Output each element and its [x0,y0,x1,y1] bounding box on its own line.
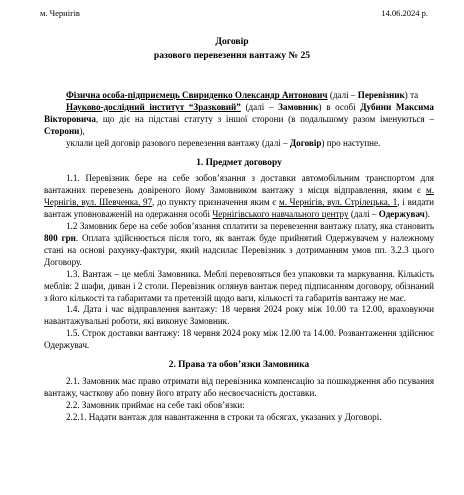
clause-1-5: 1.5. Строк доставки вантажу: 18 червня 2024 року між 12.00 та 14.00. Розвантаження здійснює Одержувач. [44,328,434,351]
price: 800 грн [44,232,76,243]
text: , і видати вантаж уповноваженій на одержання особі [44,197,434,220]
date: 14.06.2024 р. [381,8,428,18]
text: (далі – [329,90,356,100]
clause-1-1 [44,173,434,221]
document-body [44,90,434,424]
origin-address: м. Чернігів, вул. Шевченка, 97 [44,185,434,208]
section-2-heading: 2. Права та обов’язки Замовника [168,360,310,371]
clause-1-2 [44,221,434,269]
clause-2-1: 2.1. Замовник має право отримати від перевізника компенсацію за пошкодження або псування вантажу, часткову або повну його втрату або несвоєчасність доставки. [44,375,434,398]
section-1-heading: 1. Предмет договору [196,157,282,168]
text: , що діє на підставі статуту з іншої сторони (в подальшому разом іменуються – [95,113,434,124]
text: уклали цей договір разового перевезення вантажу (далі – [66,137,288,148]
text: ) про наступне. [321,137,381,148]
agreement-paragraph [44,138,434,150]
recipient-role: Одержувач [378,209,425,220]
text: (далі – [245,101,274,112]
text: ), [79,125,85,136]
clause-1-4: 1.4. Дата і час відправлення вантажу: 18 червня 2024 року між 10.00 та 12.00, враховуючи навантажувальні роботи, які виконує Замовник. [44,304,434,327]
document-header [0,8,464,22]
carrier-name: Фізична особа-підприємець Свириденко Олександр Антонович [66,90,328,100]
sides-word: Сторони [44,125,80,136]
text: , до пункту призначення яким є [152,197,277,208]
clause-2-2: 2.2. Замовник приймає на себе такі обов’язки: [66,399,245,410]
text: ) та [404,90,419,100]
title-line-2: разового перевезення вантажу № 25 [153,50,311,61]
document-title [0,35,464,63]
carrier-role: Перевізник [357,90,405,100]
text: 1.1. Перевізник бере на себе зобов’язання з доставки автомобільним транспортом для вантажних перевезень довіреного йому Замовником вантажу з місця відправлення, яким є [44,173,434,196]
text: (далі – [350,209,377,220]
text: 1.2 Замовник бере на себе зобов’язання сплатити за перевезення вантажу плату, яка становить [66,221,434,232]
recipient-org: Чернігівського навчального центру [212,209,349,220]
customer-role: Замовник [278,101,319,112]
clause-2-2-1: 2.2.1. Надати вантаж для навантаження в строки та обсягах, указаних у Договорі. [66,411,382,422]
carrier-paragraph [44,90,434,102]
destination-address: м. Чернігів, вул. Стрілецька, 1 [278,197,398,208]
customer-name: Науково-дослідний інститут “Зразковий” [66,101,241,112]
text: ). [424,209,431,220]
city: м. Чернігів [40,8,80,18]
director-name: Дубини Максима Вікторовича [44,101,434,124]
text: . Оплата здійснюється після того, як вантаж буде прийнятий Одержувачем у належному стані на основі рахунку-фактури, який надсилає Перевізник з дотриманням умов пп. 3.2.3 цього Договору. [44,232,435,267]
text: ) в особі [318,101,356,112]
customer-paragraph [44,102,434,138]
clause-1-3: 1.3. Вантаж – це меблі Замовника. Меблі перевозяться без упаковки та маркування. Кількість меблів: 2 шафи, диван і 2 столи. Перевізник оглянув вантаж перед підписанням договору, обізнаний з його кількості та габаритами та претензій щодо ваги, кількості та габаритів вантажу не має. [44,268,434,303]
title-line-1: Договір [215,36,249,47]
agreement-word: Договір [289,137,322,148]
